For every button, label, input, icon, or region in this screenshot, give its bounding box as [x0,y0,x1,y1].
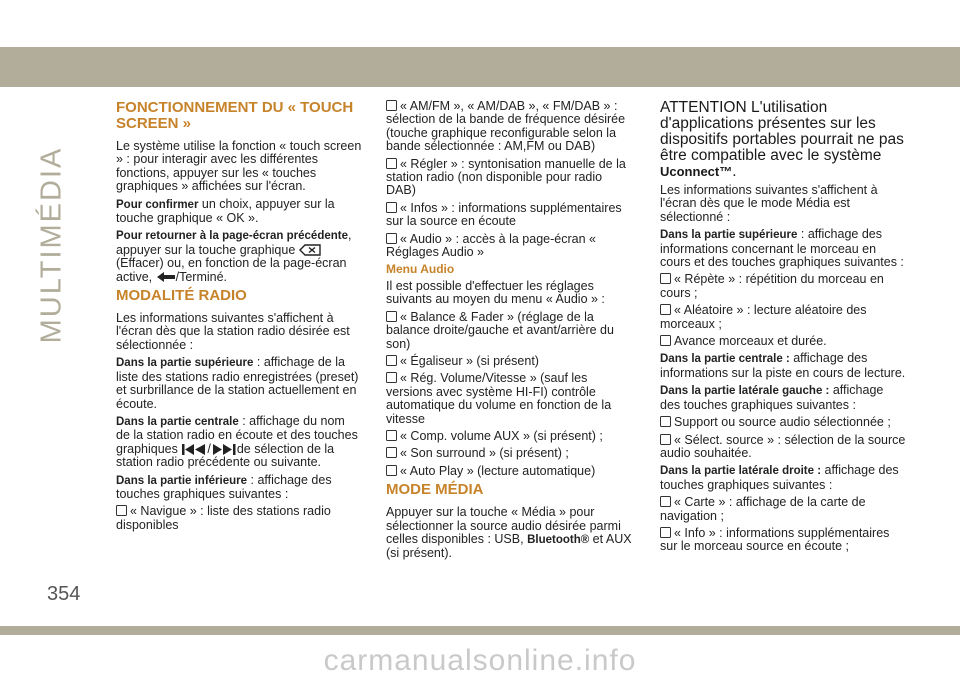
bold-term: Dans la partie supérieure [660,229,798,242]
list-item-text: « AM/FM », « AM/DAB », « FM/DAB » : sélection de la bande de fréquence désirée (touche graphique reconfigurable selon la bande sélectionnée : AM,FM ou DAB) [386,99,626,154]
paragraph [660,228,906,269]
list-item-text: « Son surround » (si présent) ; [400,446,569,461]
paragraph: Les informations suivantes s'affichent à l'écran dès que le mode Média est sélectionné : [660,183,878,224]
bold-term: Pour confirmer [116,198,199,211]
text: ATTENTION L'utilisation d'applications présentes sur les dispositifs portables pourrait ne pas être compatible avec le système [660,99,904,164]
paragraph [386,506,632,561]
text: et AUX (si présent). [386,531,632,561]
checkbox-bullet-icon [386,233,397,244]
section-title-media: MODE MÉDIA [386,481,484,499]
subheading-menu-audio: Menu Audio [386,262,455,277]
checkbox-bullet-icon [386,100,397,111]
bold-term: Bluetooth® [527,533,590,546]
list-item-text: « Sélect. source » : sélection de la source audio souhaitée. [660,432,906,460]
paragraph [660,464,906,492]
checkbox-bullet-icon [660,273,671,284]
paragraph: Le système utilise la fonction « touch screen » : pour interagir avec les différentes fonctions, appuyer sur les « touches graphiques » affichées sur l'écran. [116,139,362,194]
header-band-area [0,0,960,88]
list-item [660,434,906,461]
list-item [660,335,906,348]
bold-term: Pour retourner à la page-écran précédente [116,230,348,243]
page-number: 354 [47,583,81,605]
checkbox-bullet-icon [116,505,127,516]
text: , appuyer sur la touche graphique [116,228,352,257]
list-item [660,304,906,331]
list-item-text: « Régler » : syntonisation manuelle de la station radio (non disponible pour radio DAB) [386,156,626,198]
list-item [386,430,632,443]
column-3 [660,100,906,558]
checkbox-bullet-icon [386,311,397,322]
return-arrow-icon [156,271,176,283]
paragraph [660,384,906,412]
list-item-text: « Aléatoire » : lecture aléatoire des morceaux ; [660,303,867,331]
list-item-text: « Comp. volume AUX » (si présent) ; [400,428,603,443]
checkbox-bullet-icon [660,304,671,315]
text: : affichage des informations concernant le morceau en cours et des touches graphiques suivantes : [660,227,904,270]
paragraph [116,198,362,226]
bold-term: Dans la partie latérale gauche : [660,385,830,398]
column-1 [116,100,362,536]
paragraph [116,356,362,411]
checkbox-bullet-icon [660,496,671,507]
list-item-text: « Auto Play » (lecture automatique) [400,463,596,478]
section-title-touch-screen: FONCTIONNEMENT DU « TOUCH SCREEN » [116,99,354,132]
list-item [660,496,906,523]
checkbox-bullet-icon [660,434,671,445]
checkbox-bullet-icon [386,372,397,383]
paragraph: Il est possible d'effectuer les réglages suivants au moyen du menu « Audio » : [386,278,605,307]
text: /Terminé. [175,269,228,284]
paragraph: Les informations suivantes s'affichent à l'écran dès que la station radio désirée est sélectionnée : [116,311,350,352]
section-side-label: MULTIMÉDIA [35,146,68,344]
checkbox-bullet-icon [386,447,397,458]
list-item [660,527,906,554]
text: : affichage de la liste des stations radio enregistrées (preset) et surbrillance de la station actuellement en écoute. [116,355,359,411]
bold-term: Dans la partie centrale : [660,353,790,366]
next-icon [211,444,237,455]
list-item [386,100,632,154]
checkbox-bullet-icon [660,527,671,538]
text: un choix, appuyer sur la touche graphique « OK ». [116,196,335,226]
text: de sélection de la station radio précédente ou suivante. [116,441,335,470]
list-item [386,311,632,351]
column-2 [386,100,632,565]
footer-band [0,626,960,635]
text: (Effacer) ou, en fonction de la page-écran active, [116,256,347,284]
list-item-text: « Navigue » : liste des stations radio disponibles [116,504,331,532]
list-item [386,233,632,260]
checkbox-bullet-icon [386,465,397,476]
attention-note [660,100,906,180]
list-item [386,465,632,478]
previous-icon [181,444,207,455]
list-item-text: Support ou source audio sélectionnée ; [674,415,891,430]
list-item [386,158,632,198]
list-item-text: « Info » : informations supplémentaires sur le morceau source en écoute ; [660,525,890,554]
paragraph [660,352,906,380]
list-item [116,505,362,532]
checkbox-bullet-icon [386,355,397,366]
list-item [386,202,632,229]
text: affichage des informations sur la piste en cours de lecture. [660,351,906,380]
brand-name: Uconnect™ [660,164,733,179]
separator: / [207,441,211,456]
section-title-radio: MODALITÉ RADIO [116,287,247,305]
bold-term: Dans la partie inférieure [116,474,248,487]
paragraph [116,415,362,470]
list-item [386,372,632,426]
list-item [386,355,632,368]
paragraph [116,474,362,502]
checkbox-bullet-icon [386,158,397,169]
text: affichage des touches graphiques suivantes : [660,463,899,492]
checkbox-bullet-icon [386,430,397,441]
list-item [660,416,906,429]
list-item-text: « Égaliseur » (si présent) [400,353,539,368]
list-item [386,447,632,460]
backspace-icon [299,244,321,256]
list-item-text: Avance morceaux et durée. [674,334,827,349]
list-item [660,273,906,300]
header-band [0,47,960,87]
list-item-text: « Audio » : accès à la page-écran « Réglages Audio » [386,231,596,260]
text: : affichage du nom de la station radio en écoute et des touches graphiques [116,413,358,456]
bold-term: Dans la partie centrale [116,415,239,428]
checkbox-bullet-icon [386,202,397,213]
list-item-text: « Infos » : informations supplémentaires sur la source en écoute [386,200,622,229]
paragraph [116,229,362,284]
text: . [732,163,737,180]
text: Appuyer sur la touche « Média » pour sélectionner la source audio désirée parmi celles disponibles : USB, [386,505,621,546]
bold-term: Dans la partie latérale droite : [660,465,822,478]
list-item-text: « Balance & Fader » (réglage de la balance droite/gauche et avant/arrière du son) [386,309,614,351]
bold-term: Dans la partie supérieure [116,357,254,370]
text: affichage des touches graphiques suivantes : [660,383,884,412]
list-item-text: « Répète » : répétition du morceau en cours ; [660,272,884,300]
list-item-text: « Carte » : affichage de la carte de navigation ; [660,495,866,523]
watermark: carmanualsonline.info [323,644,637,677]
list-item-text: « Rég. Volume/Vitesse » (sauf les versions avec système HI-FI) contrôle automatique du volume en fonction de la vitesse [386,371,612,426]
checkbox-bullet-icon [660,335,671,346]
checkbox-bullet-icon [660,416,671,427]
text: : affichage des touches graphiques suivantes : [116,472,332,501]
